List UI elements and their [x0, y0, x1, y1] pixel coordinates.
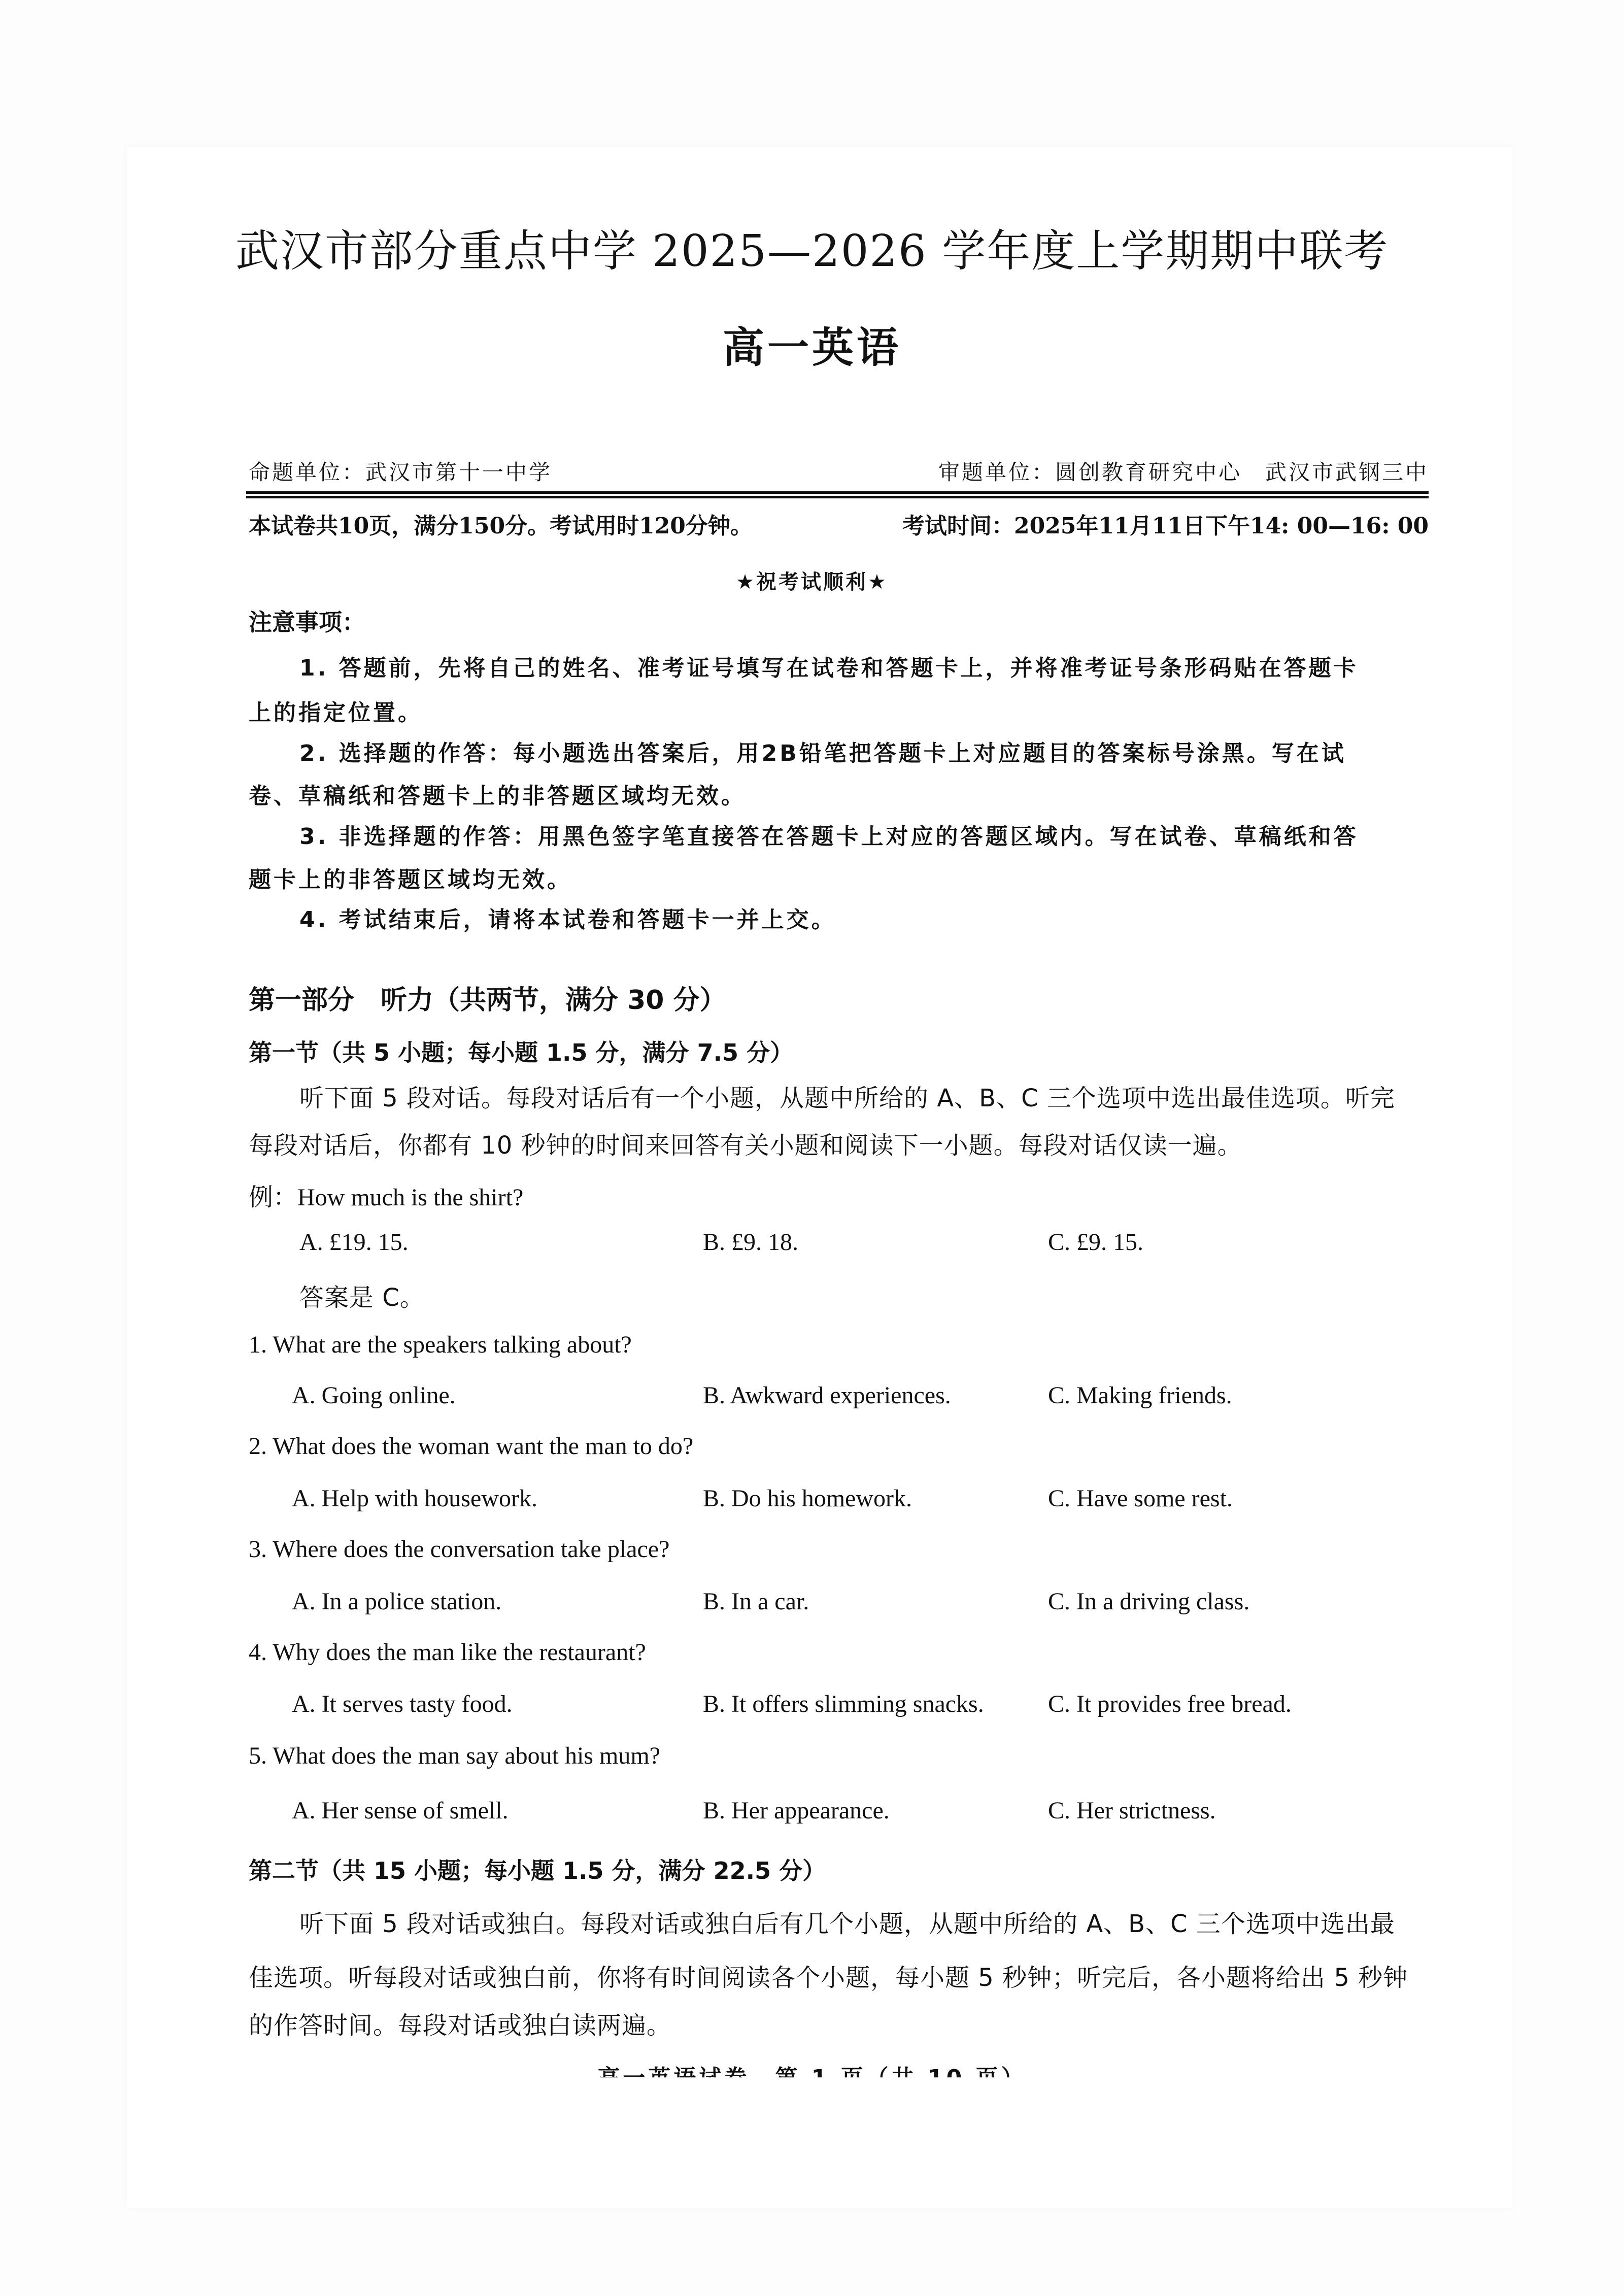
question-option-c: C. It provides free bread.: [1048, 1691, 1292, 1717]
question-option-c: C. Making friends.: [1048, 1382, 1232, 1409]
question-option-c: C. In a driving class.: [1048, 1588, 1250, 1615]
section1-instruction: 听下面 5 段对话。每段对话后有一个小题，从题中所给的 A、B、C 三个选项中选出最佳选项。听完: [299, 1084, 1395, 1112]
question-option-b: B. Do his homework.: [703, 1485, 912, 1512]
notice-line: 卷、草稿纸和答题卡上的非答题区域均无效。: [249, 783, 746, 809]
notice-line: 上的指定位置。: [249, 700, 423, 726]
notice-line: 3. 非选择题的作答：用黑色签字笔直接答在答题卡上对应的答题区域内。写在试卷、草稿纸和答: [299, 824, 1359, 850]
question-option-a: A. Her sense of smell.: [292, 1797, 509, 1824]
question-option-b: B. Awkward experiences.: [703, 1382, 951, 1409]
exam-title: 武汉市部分重点中学 2025—2026 学年度上学期期中联考: [235, 226, 1389, 277]
question-option-a: A. Going online.: [292, 1382, 456, 1409]
question-option-c: C. Her strictness.: [1048, 1797, 1216, 1824]
question-option-b: B. In a car.: [703, 1588, 809, 1615]
question-option-c: C. Have some rest.: [1048, 1485, 1233, 1512]
subject-title: 高一英语: [722, 324, 901, 372]
example-question: 例：How much is the shirt?: [249, 1184, 524, 1211]
section2-heading: 第二节（共 15 小题；每小题 1.5 分，满分 22.5 分）: [249, 1857, 826, 1884]
section1-instruction: 每段对话后，你都有 10 秒钟的时间来回答有关小题和阅读下一小题。每段对话仅读一遍。: [249, 1131, 1242, 1160]
question-stem: 5. What does the man say about his mum?: [249, 1742, 660, 1769]
question-stem: 4. Why does the man like the restaurant?: [249, 1639, 646, 1666]
blessing-banner: ★祝考试顺利★: [736, 570, 888, 594]
section2-instruction: 的作答时间。每段对话或独白读两遍。: [249, 2011, 672, 2040]
question-option-a: A. It serves tasty food.: [292, 1691, 513, 1717]
example-answer: 答案是 C。: [299, 1284, 425, 1312]
example-option-c: C. £9. 15.: [1048, 1229, 1144, 1256]
notice-line: 2. 选择题的作答：每小题选出答案后，用2B铅笔把答题卡上对应题目的答案标号涂黑。写在试: [299, 740, 1346, 766]
question-option-a: A. Help with housework.: [292, 1485, 537, 1512]
notice-heading: 注意事项：: [249, 609, 365, 636]
question-option-b: B. It offers slimming snacks.: [703, 1691, 984, 1717]
part1-heading: 第一部分 听力（共两节，满分 30 分）: [249, 985, 726, 1016]
notice-line: 1. 答题前，先将自己的姓名、准考证号填写在试卷和答题卡上，并将准考证号条形码贴在答题卡: [299, 655, 1359, 681]
example-option-a: A. £19. 15.: [299, 1229, 409, 1256]
setter-unit: 命题单位：武汉市第十一中学: [249, 460, 553, 485]
section1-heading: 第一节（共 5 小题；每小题 1.5 分，满分 7.5 分）: [249, 1039, 794, 1066]
paper-info: 本试卷共10页，满分150分。考试用时120分钟。: [249, 513, 753, 539]
section2-instruction: 佳选项。听每段对话或独白前，你将有时间阅读各个小题，每小题 5 秒钟；听完后，各小题将给出 5 秒钟: [249, 1964, 1408, 1992]
notice-line: 题卡上的非答题区域均无效。: [249, 867, 572, 893]
reviewer-unit: 审题单位：圆创教育研究中心 武汉市武钢三中: [938, 460, 1429, 485]
question-stem: 3. Where does the conversation take place?: [249, 1536, 670, 1563]
example-option-b: B. £9. 18.: [703, 1229, 799, 1256]
question-option-b: B. Her appearance.: [703, 1797, 890, 1824]
question-option-a: A. In a police station.: [292, 1588, 502, 1615]
exam-time: 考试时间：2025年11月11日下午14: 00—16: 00: [902, 513, 1429, 539]
section2-instruction: 听下面 5 段对话或独白。每段对话或独白后有几个小题，从题中所给的 A、B、C 三个选项中选出最: [299, 1910, 1395, 1938]
question-stem: 2. What does the woman want the man to do?: [249, 1433, 694, 1460]
question-stem: 1. What are the speakers talking about?: [249, 1331, 632, 1358]
header-double-rule: [246, 491, 1429, 498]
notice-line: 4. 考试结束后，请将本试卷和答题卡一并上交。: [299, 907, 836, 933]
